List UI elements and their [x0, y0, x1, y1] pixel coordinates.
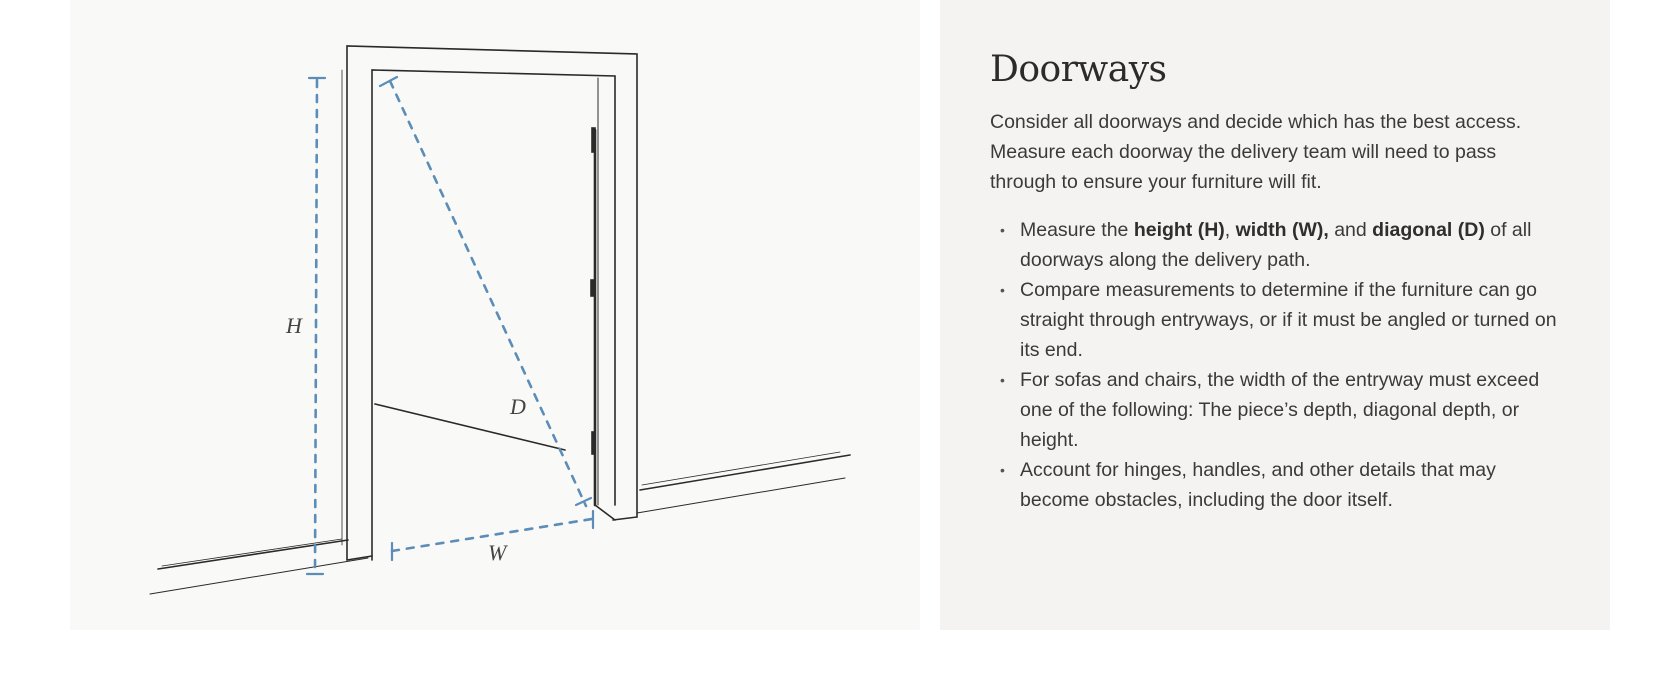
list-item: • Compare measurements to determine if the furniture can go straight through entryways, or if it must be angled or turned on its end.	[1020, 275, 1560, 365]
list-item: • For sofas and chairs, the width of the entryway must exceed one of the following: The piece’s depth, diagonal depth, or height.	[1020, 365, 1560, 455]
measurement-tips-list	[990, 215, 1560, 515]
doorways-info-panel	[940, 0, 1610, 630]
bullet-text: Measure the	[1020, 219, 1134, 242]
list-item	[1020, 215, 1560, 275]
width-label: W	[488, 540, 507, 565]
list-item: • Account for hinges, handles, and other details that may become obstacles, including the door itself.	[1020, 455, 1560, 515]
dimension-lines	[315, 80, 592, 572]
bullet-bold-width: width (W),	[1235, 219, 1329, 242]
section-title: Doorways	[990, 49, 1167, 90]
bullet-bold-height: height (H)	[1133, 219, 1225, 242]
intro-paragraph: Consider all doorways and decide which has the best access. Measure each doorway the delivery team will need to pass through to ensure your furniture will fit.	[990, 111, 1522, 194]
diagonal-dimension-line	[390, 81, 586, 506]
dimension-arrow-ends	[307, 77, 593, 574]
bullet-text: and	[1328, 219, 1373, 242]
doorway-illustration-panel	[70, 0, 920, 630]
bullet-text: ,	[1224, 219, 1236, 242]
bullet-text: of all doorways along the delivery path.	[1020, 219, 1532, 272]
diagonal-label: D	[510, 394, 526, 419]
bullet-bold-diagonal: diagonal (D)	[1372, 219, 1485, 242]
height-dimension-line	[315, 80, 317, 572]
doorway-illustration	[70, 0, 920, 630]
height-label: H	[286, 313, 302, 338]
